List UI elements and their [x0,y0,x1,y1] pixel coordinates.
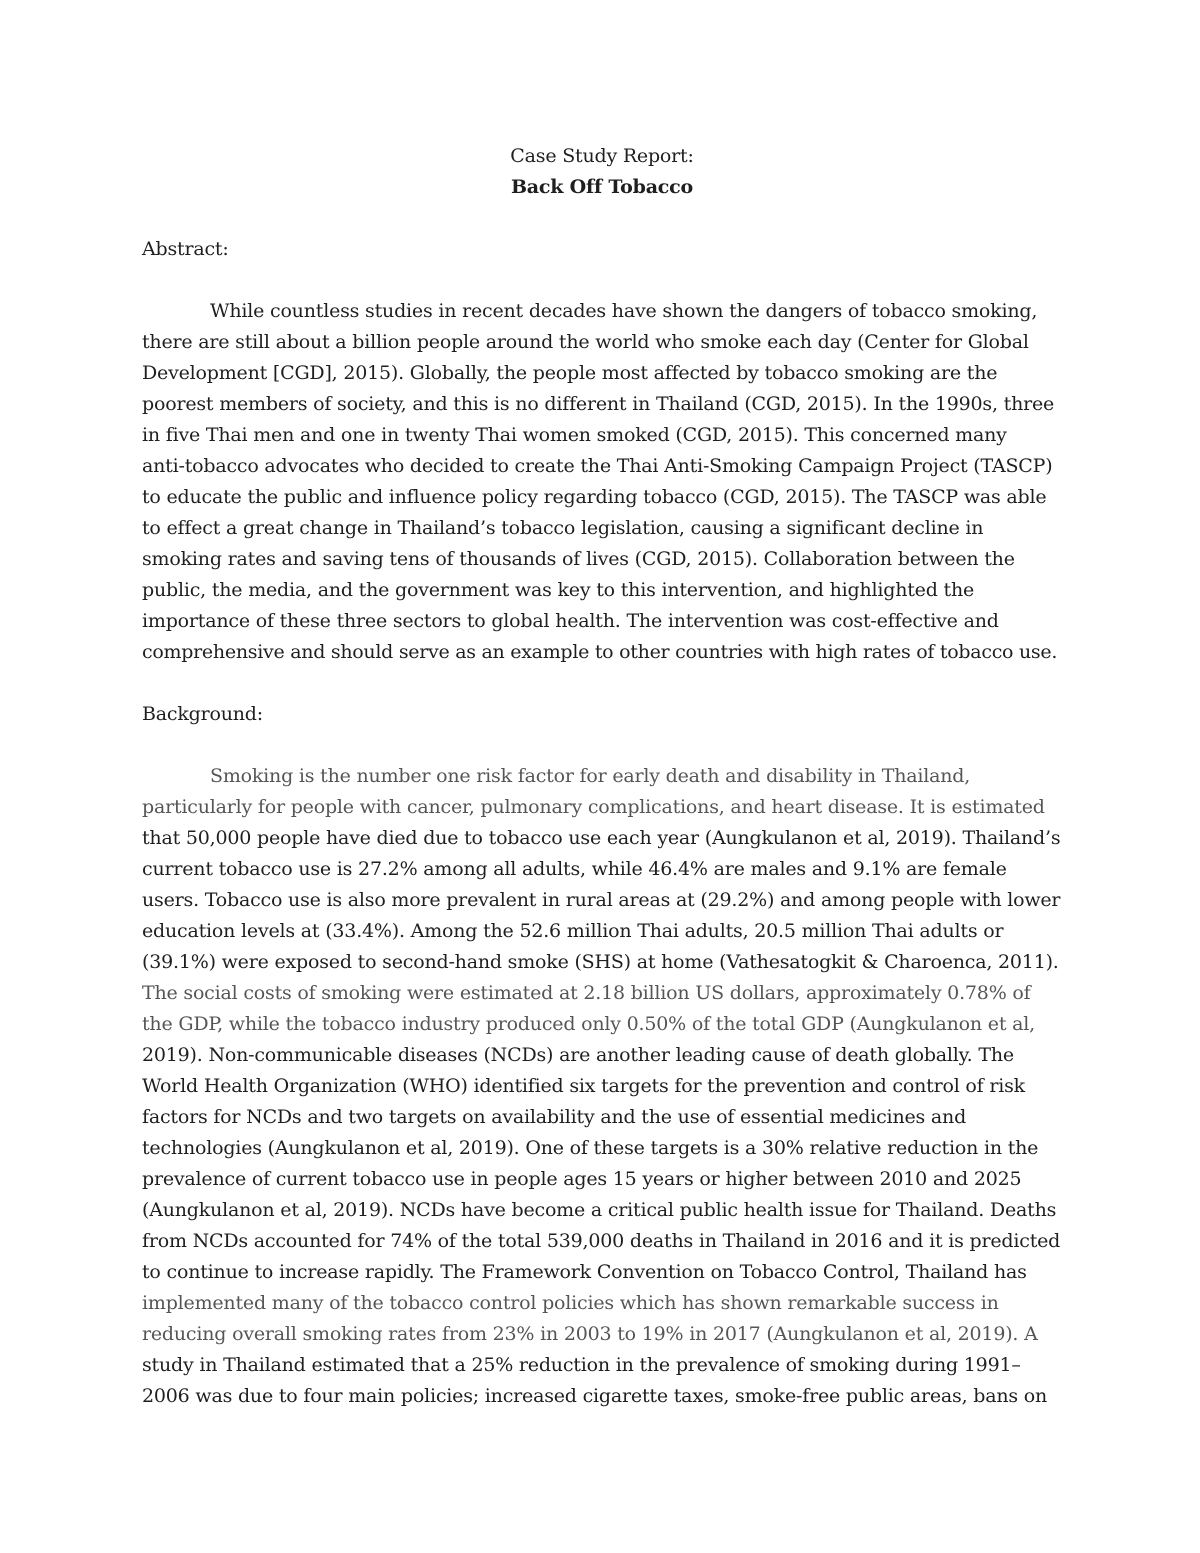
abstract-paragraph [142,296,1062,668]
background-line: reducing overall smoking rates from 23% in 2003 to 19% in 2017 (Aungkulanon et al, 2019). A [142,1323,1038,1345]
background-line: to continue to increase rapidly. The Framework Convention on Tobacco Control, Thailand has [142,1261,1027,1283]
abstract-line: comprehensive and should serve as an example to other countries with high rates of tobacco use. [142,641,1058,663]
spacer [142,203,1062,234]
background-line: particularly for people with cancer, pulmonary complications, and heart disease. It is estimated [142,796,1045,818]
background-line: (39.1%) were exposed to second-hand smoke (SHS) at home (Vathesatogkit & Charoenca, 2011). [142,951,1059,973]
report-title: Back Off Tobacco [510,176,694,198]
report-type-title: Case Study Report: [510,145,694,167]
background-line: education levels at (33.4%). Among the 52.6 million Thai adults, 20.5 million Thai adults or [142,920,1004,942]
background-line: (Aungkulanon et al, 2019). NCDs have become a critical public health issue for Thailand. Deaths [142,1199,1057,1221]
abstract-line: smoking rates and saving tens of thousands of lives (CGD, 2015). Collaboration between the [142,548,1015,570]
abstract-line: there are still about a billion people around the world who smoke each day (Center for Global [142,331,1029,353]
background-line: implemented many of the tobacco control policies which has shown remarkable success in [142,1292,999,1314]
background-line: current tobacco use is 27.2% among all adults, while 46.4% are males and 9.1% are female [142,858,1007,880]
spacer [142,730,1062,761]
background-line: prevalence of current tobacco use in people ages 15 years or higher between 2010 and 2025 [142,1168,1022,1190]
background-line: that 50,000 people have died due to tobacco use each year (Aungkulanon et al, 2019). Thailand’s [142,827,1061,849]
background-line: Smoking is the number one risk factor for early death and disability in Thailand, [210,765,971,787]
abstract-line: to educate the public and influence policy regarding tobacco (CGD, 2015). The TASCP was able [142,486,1047,508]
background-paragraph [142,761,1062,1412]
background-line: from NCDs accounted for 74% of the total 539,000 deaths in Thailand in 2016 and it is predicted [142,1230,1061,1252]
abstract-heading: Abstract: [142,238,229,260]
background-line: 2019). Non-communicable diseases (NCDs) are another leading cause of death globally. The [142,1044,1014,1066]
background-line: 2006 was due to four main policies; increased cigarette taxes, smoke-free public areas, bans on [142,1385,1048,1407]
background-line: factors for NCDs and two targets on availability and the use of essential medicines and [142,1106,967,1128]
background-line: World Health Organization (WHO) identified six targets for the prevention and control of risk [142,1075,1025,1097]
background-line: study in Thailand estimated that a 25% reduction in the prevalence of smoking during 1991– [142,1354,1021,1376]
spacer [142,668,1062,699]
abstract-line: public, the media, and the government was key to this intervention, and highlighted the [142,579,975,601]
abstract-line: While countless studies in recent decades have shown the dangers of tobacco smoking, [210,300,1038,322]
background-line: the GDP, while the tobacco industry produced only 0.50% of the total GDP (Aungkulanon et al, [142,1013,1035,1035]
abstract-line: importance of these three sectors to global health. The intervention was cost-effective and [142,610,999,632]
abstract-line: anti-tobacco advocates who decided to create the Thai Anti-Smoking Campaign Project (TASCP) [142,455,1053,477]
document-body [142,141,1062,1412]
background-line: users. Tobacco use is also more prevalent in rural areas at (29.2%) and among people with lower [142,889,1061,911]
spacer [142,265,1062,296]
background-heading: Background: [142,703,263,725]
abstract-line: Development [CGD], 2015). Globally, the people most affected by tobacco smoking are the [142,362,998,384]
abstract-line: in five Thai men and one in twenty Thai women smoked (CGD, 2015). This concerned many [142,424,1007,446]
abstract-line: to effect a great change in Thailand’s tobacco legislation, causing a significant decline in [142,517,984,539]
abstract-line: poorest members of society, and this is no different in Thailand (CGD, 2015). In the 1990s, three [142,393,1055,415]
background-line: technologies (Aungkulanon et al, 2019). One of these targets is a 30% relative reduction in the [142,1137,1039,1159]
background-line: The social costs of smoking were estimated at 2.18 billion US dollars, approximately 0.78% of [142,982,1031,1004]
